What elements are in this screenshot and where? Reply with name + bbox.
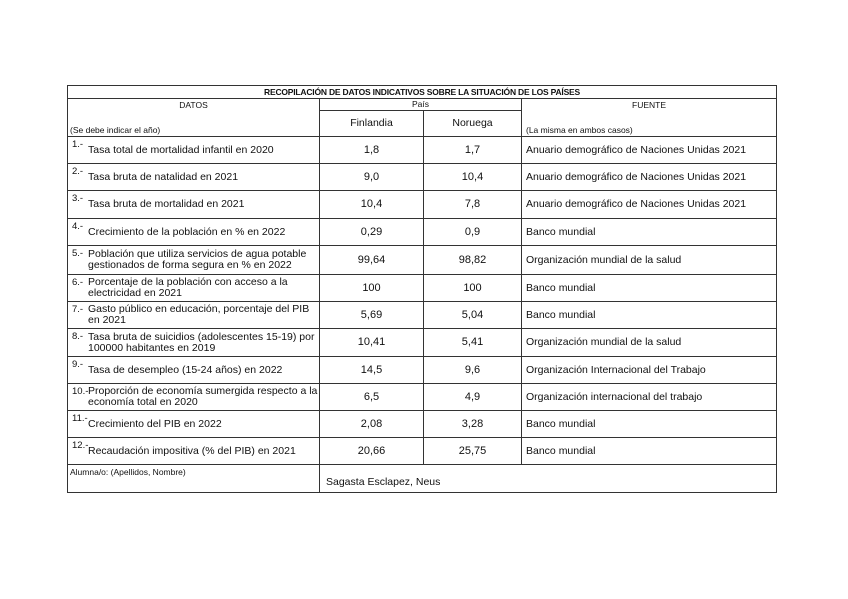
fuente-value: Banco mundial xyxy=(522,219,777,246)
row-label-cell xyxy=(68,357,320,384)
table-title: RECOPILACIÓN DE DATOS INDICATIVOS SOBRE LA SITUACIÓN DE LOS PAÍSES xyxy=(68,86,777,99)
fuente-value: Organización mundial de la salud xyxy=(522,246,777,275)
row-label-cell xyxy=(68,438,320,465)
fuente-value: Anuario demográfico de Naciones Unidas 2021 xyxy=(522,164,777,191)
table-row xyxy=(68,411,777,438)
row-label: Tasa bruta de natalidad en 2021 xyxy=(88,170,239,183)
finlandia-value: 9,0 xyxy=(320,164,424,191)
fuente-header: FUENTE xyxy=(632,100,667,110)
noruega-value: 4,9 xyxy=(424,384,522,411)
row-label-cell xyxy=(68,246,320,275)
table-row xyxy=(68,275,777,302)
row-number: 3.- xyxy=(72,193,84,204)
noruega-value: 5,41 xyxy=(424,329,522,357)
student-label: Alumna/o: (Apellidos, Nombre) xyxy=(68,465,320,493)
fuente-value: Banco mundial xyxy=(522,302,777,329)
fuente-value: Organización Internacional del Trabajo xyxy=(522,357,777,384)
finlandia-value: 0,29 xyxy=(320,219,424,246)
fuente-value: Banco mundial xyxy=(522,275,777,302)
row-number: 1.- xyxy=(72,139,84,150)
row-number: 2.- xyxy=(72,166,84,177)
finlandia-value: 6,5 xyxy=(320,384,424,411)
table-row xyxy=(68,357,777,384)
row-label: Tasa de desempleo (15-24 años) en 2022 xyxy=(88,363,283,376)
row-label: Gasto público en educación, porcentaje del PIB en 2021 xyxy=(88,303,310,326)
finlandia-value: 1,8 xyxy=(320,137,424,164)
row-number: 9.- xyxy=(72,359,84,370)
pais-header: País xyxy=(320,99,522,111)
row-number: 10.- xyxy=(72,386,89,397)
table-row xyxy=(68,219,777,246)
row-number: 7.- xyxy=(72,304,84,315)
footer-row xyxy=(68,465,777,493)
row-label-cell xyxy=(68,384,320,411)
row-label-cell xyxy=(68,137,320,164)
row-label: Tasa total de mortalidad infantil en 2020 xyxy=(88,143,274,156)
country-finlandia: Finlandia xyxy=(320,111,424,137)
row-label: Población que utiliza servicios de agua potable gestionados de forma segura en % en 2022 xyxy=(88,248,307,271)
finlandia-value: 10,4 xyxy=(320,191,424,219)
noruega-value: 7,8 xyxy=(424,191,522,219)
finlandia-value: 10,41 xyxy=(320,329,424,357)
noruega-value: 100 xyxy=(424,275,522,302)
data-table xyxy=(67,85,777,493)
finlandia-value: 2,08 xyxy=(320,411,424,438)
datos-header-cell xyxy=(68,99,320,137)
row-label-cell xyxy=(68,164,320,191)
table-row xyxy=(68,302,777,329)
fuente-note: (La misma en ambos casos) xyxy=(526,125,633,135)
row-number: 12.- xyxy=(72,440,89,451)
finlandia-value: 14,5 xyxy=(320,357,424,384)
row-label-cell xyxy=(68,275,320,302)
table-row xyxy=(68,164,777,191)
noruega-value: 5,04 xyxy=(424,302,522,329)
country-noruega: Noruega xyxy=(424,111,522,137)
row-label: Proporción de economía sumergida respecto a la economía total en 2020 xyxy=(88,385,318,408)
finlandia-value: 20,66 xyxy=(320,438,424,465)
fuente-value: Banco mundial xyxy=(522,411,777,438)
row-label-cell xyxy=(68,191,320,219)
noruega-value: 9,6 xyxy=(424,357,522,384)
row-label: Recaudación impositiva (% del PIB) en 2021 xyxy=(88,444,296,457)
noruega-value: 3,28 xyxy=(424,411,522,438)
row-label-cell xyxy=(68,219,320,246)
document-page xyxy=(67,85,776,493)
noruega-value: 0,9 xyxy=(424,219,522,246)
row-label: Tasa bruta de suicidios (adolescentes 15-19) por 100000 habitantes en 2019 xyxy=(88,330,315,354)
row-label-cell xyxy=(68,411,320,438)
row-label: Tasa bruta de mortalidad en 2021 xyxy=(88,198,245,210)
row-label-cell xyxy=(68,329,320,357)
row-label: Crecimiento de la población en % en 2022 xyxy=(88,225,286,238)
row-number: 8.- xyxy=(72,331,84,342)
datos-header: DATOS xyxy=(179,100,208,110)
finlandia-value: 5,69 xyxy=(320,302,424,329)
fuente-value: Anuario demográfico de Naciones Unidas 2021 xyxy=(522,191,777,219)
datos-note: (Se debe indicar el año) xyxy=(70,125,161,135)
table-row xyxy=(68,246,777,275)
fuente-value: Anuario demográfico de Naciones Unidas 2021 xyxy=(522,137,777,164)
fuente-value: Organización internacional del trabajo xyxy=(522,384,777,411)
fuente-value: Banco mundial xyxy=(522,438,777,465)
student-name: Sagasta Esclapez, Neus xyxy=(320,465,777,493)
finlandia-value: 100 xyxy=(320,275,424,302)
row-label: Crecimiento del PIB en 2022 xyxy=(88,417,222,430)
noruega-value: 10,4 xyxy=(424,164,522,191)
row-number: 4.- xyxy=(72,221,84,232)
noruega-value: 25,75 xyxy=(424,438,522,465)
row-number: 5.- xyxy=(72,248,84,259)
row-label-cell xyxy=(68,302,320,329)
fuente-value: Organización mundial de la salud xyxy=(522,329,777,357)
noruega-value: 1,7 xyxy=(424,137,522,164)
table-row xyxy=(68,329,777,357)
row-number: 6.- xyxy=(72,277,84,288)
table-row xyxy=(68,137,777,164)
table-row xyxy=(68,384,777,411)
row-label: Porcentaje de la población con acceso a la electricidad en 2021 xyxy=(88,276,288,299)
noruega-value: 98,82 xyxy=(424,246,522,275)
fuente-header-cell xyxy=(522,99,777,137)
finlandia-value: 99,64 xyxy=(320,246,424,275)
row-number: 11.- xyxy=(72,413,88,424)
table-row xyxy=(68,191,777,219)
table-row xyxy=(68,438,777,465)
